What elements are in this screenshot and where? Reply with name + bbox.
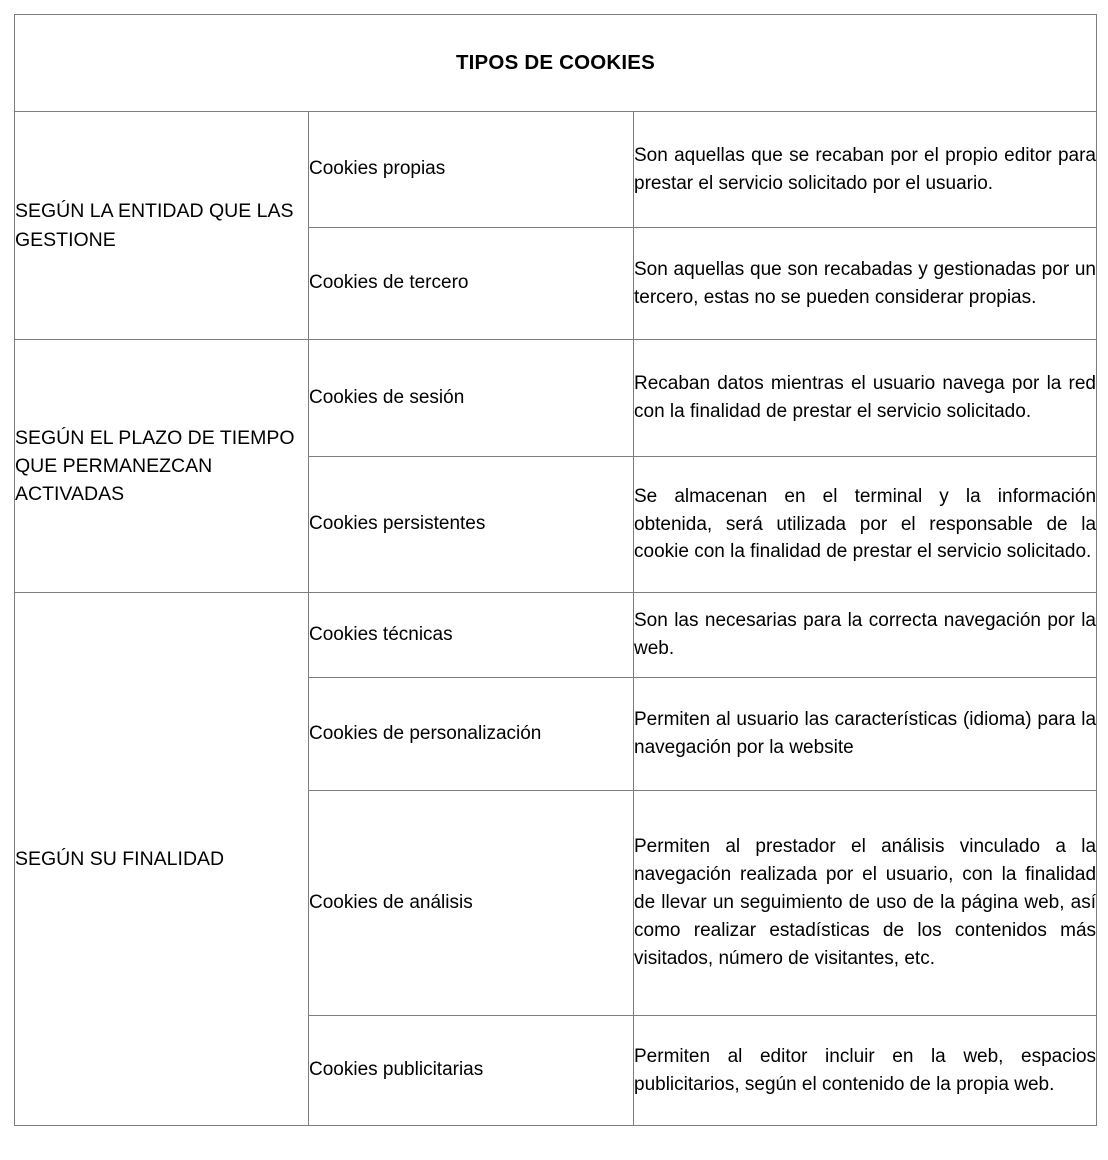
cookie-types-table <box>14 14 1097 1126</box>
cookie-type-persistentes: Cookies persistentes <box>309 457 634 593</box>
description-text: Son las necesarias para la correcta navegación por la web. <box>634 610 1097 659</box>
cookie-type-publicitarias: Cookies publicitarias <box>309 1016 634 1126</box>
category-cell-finalidad: SEGÚN SU FINALIDAD <box>15 593 309 1126</box>
description-text: Permiten al editor incluir en la web, espacios publicitarios, según el contenido de la propia web. <box>634 1045 1097 1095</box>
table-row <box>15 593 1097 678</box>
page-title: TIPOS DE COOKIES <box>15 15 1097 112</box>
cookie-description-tercero <box>634 228 1097 340</box>
cookie-description-personalizacion <box>634 678 1097 791</box>
cookie-type-propias: Cookies propias <box>309 112 634 228</box>
cookie-type-tecnicas: Cookies técnicas <box>309 593 634 678</box>
description-text: Se almacenan en el terminal y la información obtenida, será utilizada por el responsable de la cookie con la finalidad de prestar el servicio solicitado. <box>634 485 1097 563</box>
cookie-type-analisis: Cookies de análisis <box>309 791 634 1016</box>
category-cell-plazo: SEGÚN EL PLAZO DE TIEMPO QUE PERMANEZCAN ACTIVADAS <box>15 340 309 593</box>
description-text: Son aquellas que son recabadas y gestionadas por un tercero, estas no se pueden considerar propias. <box>634 258 1097 308</box>
cookie-description-propias <box>634 112 1097 228</box>
cookie-type-sesion: Cookies de sesión <box>309 340 634 457</box>
cookie-description-sesion <box>634 340 1097 457</box>
description-text: Permiten al usuario las características (idioma) para la navegación por la website <box>634 709 1097 758</box>
description-text: Permiten al prestador el análisis vinculado a la navegación realizada por el usuario, con la finalidad de llevar un seguimiento de uso de la página web, así como realizar estadísticas de los contenidos más visitados, número de visitantes, etc. <box>634 836 1097 969</box>
cookie-description-publicitarias <box>634 1016 1097 1126</box>
cookie-description-tecnicas <box>634 593 1097 678</box>
cookie-description-analisis <box>634 791 1097 1016</box>
description-text: Recaban datos mientras el usuario navega por la red con la finalidad de prestar el servicio solicitado. <box>634 373 1097 422</box>
cookie-type-personalizacion: Cookies de personalización <box>309 678 634 791</box>
table-title-row <box>15 15 1097 112</box>
cookie-description-persistentes <box>634 457 1097 593</box>
category-cell-entidad: SEGÚN LA ENTIDAD QUE LAS GESTIONE <box>15 112 309 340</box>
description-text: Son aquellas que se recaban por el propio editor para prestar el servicio solicitado por el usuario. <box>634 144 1097 194</box>
cookie-type-tercero: Cookies de tercero <box>309 228 634 340</box>
table-row <box>15 340 1097 457</box>
table-row <box>15 112 1097 228</box>
